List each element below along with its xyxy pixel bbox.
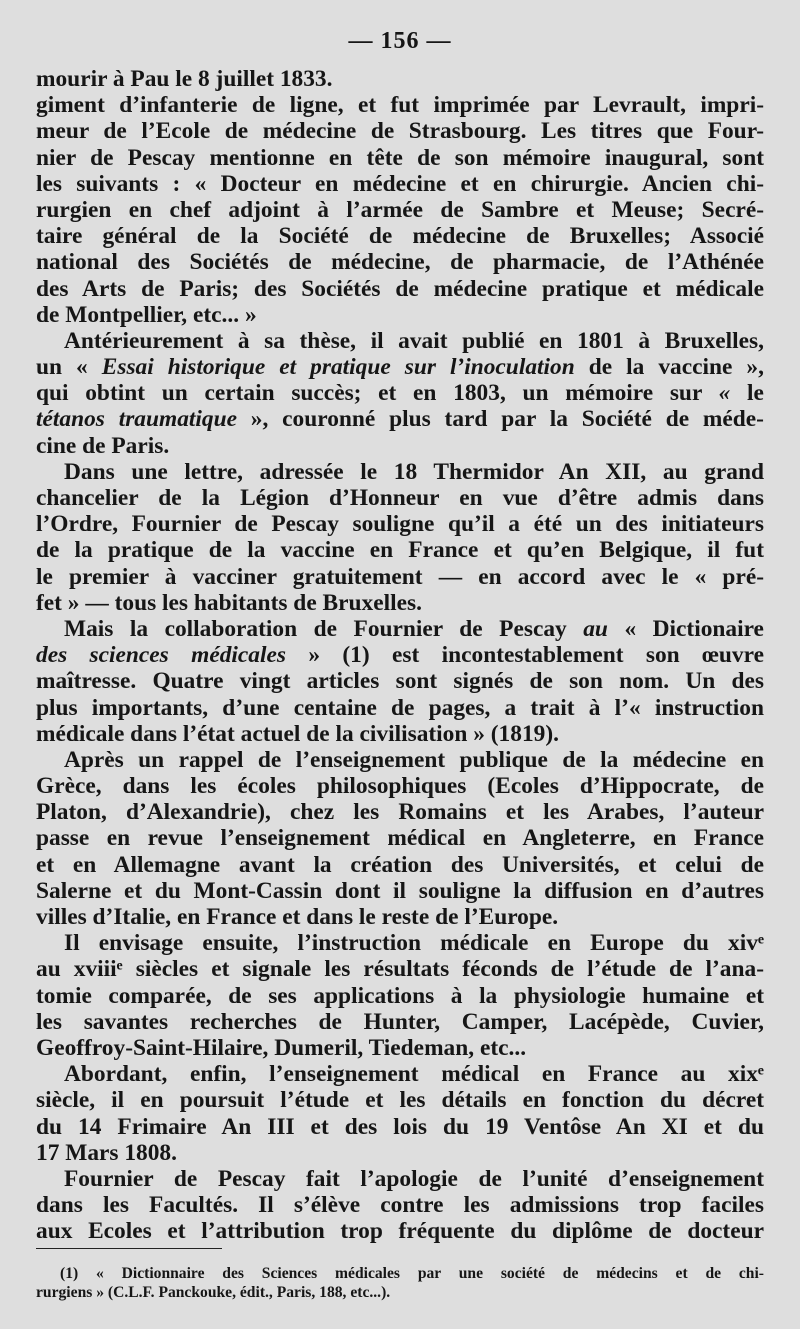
text-line: et en Allemagne avant la création des Universités, et celui de [36, 851, 764, 878]
text-line: tomie comparée, de ses applications à la physiologie humaine et [36, 982, 764, 1009]
footnotes [36, 1264, 764, 1302]
text-line: rurgien en chef adjoint à l’armée de Sambre et Meuse; Secré- [36, 196, 764, 223]
text-line: au xviiiᵉ siècles et signale les résultats féconds de l’étude de l’ana- [36, 956, 764, 983]
page-number: — 156 — [348, 28, 452, 54]
text-line: nier de Pescay mentionne en tête de son mémoire inaugural, sont [36, 144, 764, 171]
text-line: plus importants, d’une centaine de pages, a trait à l’« instruction [36, 694, 764, 721]
text-line: les suivants : « Docteur en médecine et en chirurgie. Ancien chi- [36, 170, 764, 197]
text-line: mourir à Pau le 8 juillet 1833. [36, 66, 333, 92]
text-line: des sciences médicales » (1) est incontestablement son œuvre [36, 642, 764, 669]
text-line: un « Essai historique et pratique sur l’inoculation de la vaccine », [36, 354, 764, 381]
text-line: fet » — tous les habitants de Bruxelles. [36, 589, 422, 616]
text-line: national des Sociétés de médecine, de pharmacie, de l’Athénée [36, 249, 764, 276]
text-line: Grèce, dans les écoles philosophiques (Ecoles d’Hippocrate, de [36, 773, 764, 800]
text-line: Platon, d’Alexandrie), chez les Romains et les Arabes, l’auteur [36, 799, 764, 826]
text-line: siècle, il en poursuit l’étude et les détails en fonction du décret [36, 1087, 764, 1114]
text-line: maîtresse. Quatre vingt articles sont signés de son nom. Un des [36, 668, 764, 695]
text-line: de la pratique de la vaccine en France et qu’en Belgique, il fut [36, 537, 764, 564]
text-line: Après un rappel de l’enseignement publique de la médecine en [64, 746, 764, 773]
text-line: des Arts de Paris; des Sociétés de médecine pratique et médicale [36, 275, 764, 302]
text-line: Abordant, enfin, l’enseignement médical en France au xixᵉ [64, 1061, 764, 1088]
text-line: Il envisage ensuite, l’instruction médicale en Europe du xivᵉ [64, 930, 764, 957]
text-line: Dans une lettre, adressée le 18 Thermidor An XII, au grand [64, 458, 764, 485]
text-line: l’Ordre, Fournier de Pescay souligne qu’il a été un des initiateurs [36, 511, 764, 538]
body-text [36, 66, 764, 1244]
text-line: passe en revue l’enseignement médical en Angleterre, en France [36, 825, 764, 852]
text-line: Geoffroy-Saint-Hilaire, Dumeril, Tiedeman, etc... [36, 1034, 527, 1061]
text-line: de Montpellier, etc... » [36, 301, 257, 328]
text-line: du 14 Frimaire An III et des lois du 19 Ventôse An XI et du [36, 1113, 764, 1140]
text-line: taire général de la Société de médecine de Bruxelles; Associé [36, 223, 764, 250]
text-line: tétanos traumatique », couronné plus tard par la Société de méde- [36, 406, 764, 433]
text-line: le premier à vacciner gratuitement — en accord avec le « pré- [36, 563, 764, 590]
footnote-separator [36, 1248, 222, 1249]
text-line: aux Ecoles et l’attribution trop fréquente du diplôme de docteur [36, 1218, 764, 1245]
text-line: Mais la collaboration de Fournier de Pescay au « Dictionaire [64, 615, 764, 642]
text-line: Antérieurement à sa thèse, il avait publié en 1801 à Bruxelles, [64, 327, 764, 354]
text-line: dans les Facultés. Il s’élève contre les admissions trop faciles [36, 1192, 764, 1219]
text-line: meur de l’Ecole de médecine de Strasbourg. Les titres que Four- [36, 118, 764, 145]
text-line: cine de Paris. [36, 432, 170, 459]
text-line: Fournier de Pescay fait l’apologie de l’unité d’enseignement [64, 1165, 764, 1192]
text-line: 17 Mars 1808. [36, 1139, 177, 1166]
text-line: qui obtint un certain succès; et en 1803, un mémoire sur « le [36, 380, 764, 407]
footnote-line: (1) « Dictionnaire des Sciences médicales par une société de médecins et de chi- [60, 1265, 764, 1282]
text-line: Salerne et du Mont-Cassin dont il souligne la diffusion en d’autres [36, 877, 764, 904]
text-line: villes d’Italie, en France et dans le reste de l’Europe. [36, 904, 559, 930]
text-line: les savantes recherches de Hunter, Camper, Lacépède, Cuvier, [36, 1008, 764, 1035]
text-line: chancelier de la Légion d’Honneur en vue d’être admis dans [36, 485, 764, 511]
footnote-line: rurgiens » (C.L.F. Panckouke, édit., Paris, 188, etc...). [36, 1284, 391, 1301]
text-line: giment d’infanterie de ligne, et fut imprimée par Levrault, impri- [36, 92, 764, 119]
text-line: médicale dans l’état actuel de la civilisation » (1819). [36, 720, 559, 747]
